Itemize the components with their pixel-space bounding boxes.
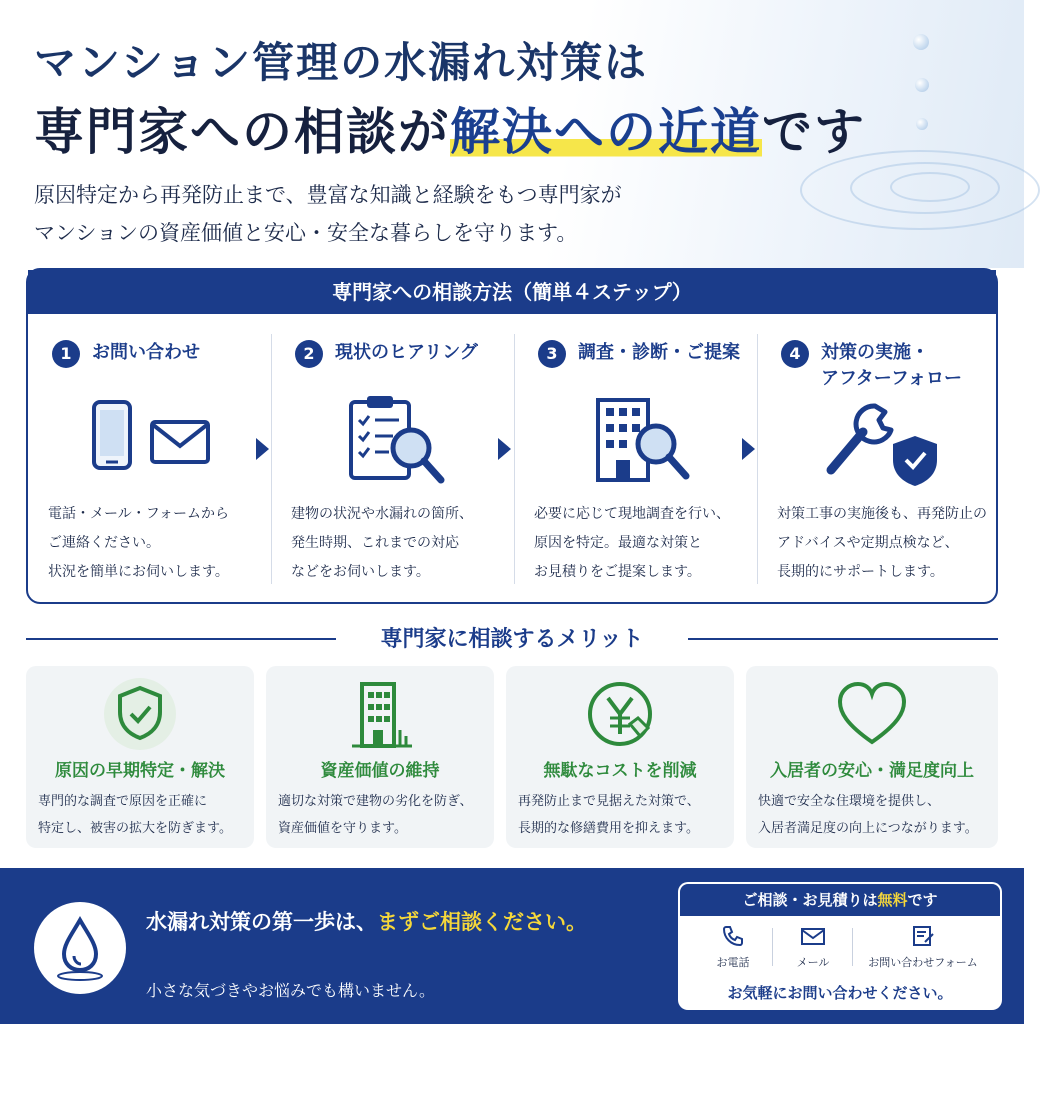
contact-label: お電話 xyxy=(716,956,750,969)
step-number: 4 xyxy=(781,340,809,368)
contact-heading-end: です xyxy=(907,891,938,909)
page-title-line1: マンション管理の水漏れ対策は xyxy=(34,38,649,87)
merit-description: 適切な対策で建物の劣化を防ぎ、 資産価値を守ります。 xyxy=(278,794,473,836)
step-arrow-icon xyxy=(742,438,755,460)
footer-title-text: 水漏れ対策の第一歩は、 xyxy=(146,910,377,934)
title-text: 専門家への相談が xyxy=(34,103,450,161)
phone-icon xyxy=(721,924,745,948)
step-description: 電話・メール・フォームから ご連絡ください。 状況を簡単にお伺いします。 xyxy=(48,506,230,580)
clipboard-magnifier-icon xyxy=(331,396,461,486)
step-title xyxy=(781,340,962,392)
contact-form[interactable] xyxy=(858,924,988,970)
contact-label: メール xyxy=(796,956,830,969)
step-3 xyxy=(514,314,757,604)
merits-heading-bar xyxy=(0,620,1024,656)
merit-card-resident-satisfaction xyxy=(746,666,998,848)
water-droplet-decoration xyxy=(916,118,928,130)
step-label: 対策の実施・ アフターフォロー xyxy=(821,342,962,389)
water-ripple-decoration xyxy=(890,172,970,202)
contact-panel xyxy=(678,882,1002,1010)
footer-text xyxy=(146,946,545,1096)
step-number: 2 xyxy=(295,340,323,368)
contact-separator xyxy=(772,928,773,966)
merit-title: 資産価値の維持 xyxy=(320,761,440,781)
step-description: 対策工事の実施後も、再発防止の アドバイスや定期点検など、 長期的にサポートします。 xyxy=(777,506,987,580)
footer-text-line: 専門家が誠実に対応し、最適な解決策をご提案します。 xyxy=(146,1041,545,1060)
contact-heading-highlight: 無料 xyxy=(877,891,908,909)
step-arrow-icon xyxy=(498,438,511,460)
step-description: 建物の状況や水漏れの箇所、 発生時期、これまでの対応 などをお伺いします。 xyxy=(291,506,473,580)
contact-heading-text: ご相談・お見積りは xyxy=(742,891,878,909)
building-icon xyxy=(340,676,420,752)
step-title xyxy=(538,340,740,368)
merit-title: 原因の早期特定・解決 xyxy=(55,761,225,781)
step-title xyxy=(52,340,200,368)
lead-line: マンションの資産価値と安心・安全な暮らしを守ります。 xyxy=(34,221,578,245)
step-number: 1 xyxy=(52,340,80,368)
shield-check-icon xyxy=(100,676,180,752)
page-title-line2 xyxy=(34,92,866,164)
building-magnifier-icon xyxy=(574,396,704,486)
step-arrow-icon xyxy=(256,438,269,460)
merit-title: 入居者の安心・満足度向上 xyxy=(770,761,974,781)
heart-icon xyxy=(832,676,912,752)
contact-phone[interactable] xyxy=(698,924,768,970)
step-number: 3 xyxy=(538,340,566,368)
step-label: 現状のヒアリング xyxy=(335,342,478,363)
steps-heading: 専門家への相談方法（簡単４ステップ） xyxy=(28,270,996,314)
footer-title xyxy=(146,906,587,936)
smartphone-envelope-icon xyxy=(88,396,218,486)
lead-line: 原因特定から再発防止まで、豊富な知識と経験をもつ専門家が xyxy=(34,183,622,207)
water-droplet-decoration xyxy=(913,34,929,50)
hero-section xyxy=(0,0,1024,268)
step-description: 必要に応じて現地調査を行い、 原因を特定。最適な対策と お見積りをご提案します。 xyxy=(534,506,730,580)
consultation-steps-panel xyxy=(26,268,998,604)
footer-text-line: 小さな気づきやお悩みでも構いません。 xyxy=(146,981,435,1000)
merit-description: 快適で安全な住環境を提供し、 入居者満足度の向上につながります。 xyxy=(758,794,978,836)
title-text-end: です xyxy=(762,103,866,161)
lead-text xyxy=(34,176,622,252)
contact-label: お問い合わせフォーム xyxy=(868,956,978,969)
contact-footer-text: お気軽にお問い合わせください。 xyxy=(727,984,953,1002)
footer-title-highlight: まずご相談ください。 xyxy=(377,910,587,934)
merit-title: 無駄なコストを削減 xyxy=(543,761,697,781)
contact-separator xyxy=(852,928,853,966)
step-label: お問い合わせ xyxy=(92,342,200,363)
step-2 xyxy=(271,314,514,604)
merit-card-asset-value xyxy=(266,666,494,848)
yen-coin-icon xyxy=(580,676,660,752)
merit-card-cost-reduction xyxy=(506,666,734,848)
title-highlight: 解決への近道 xyxy=(450,103,762,161)
merit-description: 専門的な調査で原因を正確に 特定し、被害の拡大を防ぎます。 xyxy=(38,794,232,836)
wrench-shield-icon xyxy=(817,396,947,486)
step-1 xyxy=(28,314,271,604)
form-icon xyxy=(911,924,935,948)
merit-description: 再発防止まで見据えた対策で、 長期的な修繕費用を抑えます。 xyxy=(518,794,700,836)
contact-heading xyxy=(680,884,1000,916)
footer-cta-section xyxy=(0,868,1024,1060)
step-title xyxy=(295,340,478,368)
merit-card-early-resolution xyxy=(26,666,254,848)
step-label: 調査・診断・ご提案 xyxy=(578,342,740,363)
water-droplet-decoration xyxy=(915,78,929,92)
contact-mail[interactable] xyxy=(778,924,848,970)
merits-heading: 専門家に相談するメリット xyxy=(380,627,644,652)
mail-icon xyxy=(800,924,826,948)
water-drop-badge xyxy=(34,902,126,994)
water-drop-icon xyxy=(34,902,126,994)
step-4 xyxy=(757,314,1000,604)
